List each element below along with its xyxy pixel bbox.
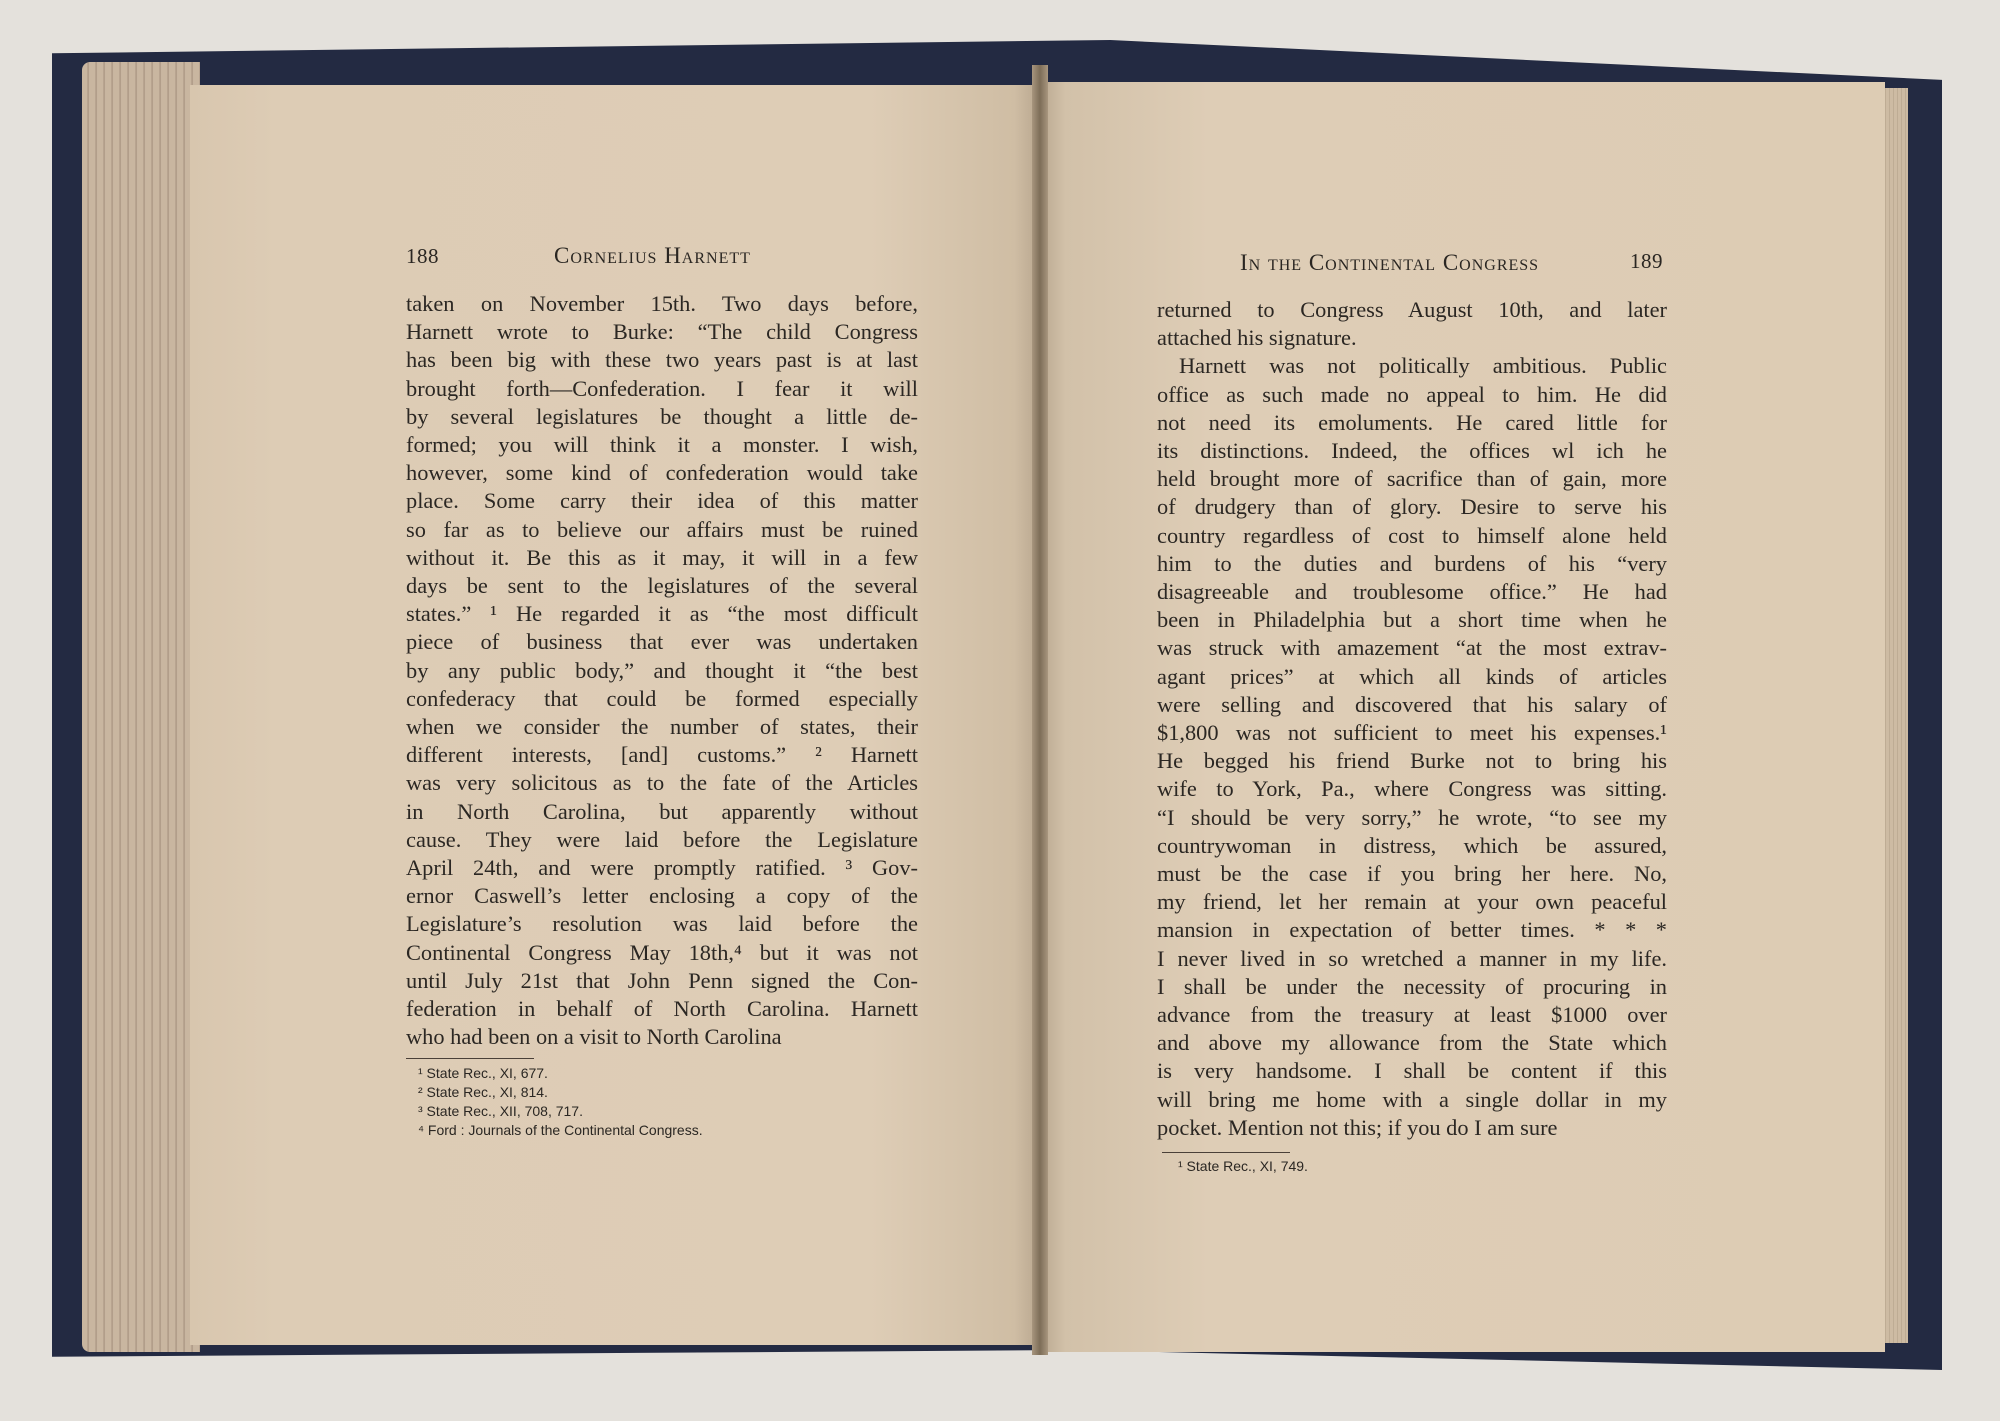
text-line: Continental Congress May 18th,⁴ but it was not bbox=[406, 939, 918, 965]
footnote: ¹ State Rec., XI, 677. bbox=[418, 1065, 548, 1081]
text-line: by several legislatures be thought a little de- bbox=[406, 403, 918, 429]
page-edges-left bbox=[82, 62, 200, 1352]
footnote: ⁴ Ford : Journals of the Continental Congress. bbox=[418, 1122, 703, 1138]
text-line: by any public body,” and thought it “the best bbox=[406, 657, 918, 683]
text-line: so far as to believe our affairs must be ruined bbox=[406, 516, 918, 542]
text-line: has been big with these two years past is at last bbox=[406, 347, 918, 373]
text-line: pocket. Mention not this; if you do I am sure bbox=[1157, 1114, 1558, 1140]
right-footnotes bbox=[1178, 1157, 1308, 1176]
right-footnote-rule bbox=[1162, 1152, 1290, 1153]
text-line: federation in behalf of North Carolina. Harnett bbox=[406, 996, 918, 1022]
text-line: is very handsome. I shall be content if this bbox=[1157, 1058, 1667, 1084]
text-line: office as such made no appeal to him. He did bbox=[1157, 381, 1667, 407]
footnote: ² State Rec., XI, 814. bbox=[418, 1084, 548, 1100]
text-line: formed; you will think it a monster. I wish, bbox=[406, 432, 918, 458]
text-line: without it. Be this as it may, it will in a few bbox=[406, 544, 918, 570]
text-line: Harnett was not politically ambitious. Public bbox=[1179, 353, 1667, 379]
text-line: him to the duties and burdens of his “very bbox=[1157, 550, 1667, 576]
text-line: $1,800 was not sufficient to meet his expenses.¹ bbox=[1157, 720, 1667, 746]
text-line: and above my allowance from the State which bbox=[1157, 1030, 1667, 1056]
text-line: I shall be under the necessity of procuring in bbox=[1157, 973, 1667, 999]
text-line: will bring me home with a single dollar in my bbox=[1157, 1086, 1667, 1112]
text-line: piece of business that ever was undertaken bbox=[406, 629, 918, 655]
left-page-number: 188 bbox=[406, 244, 439, 268]
left-footnote-rule bbox=[406, 1058, 534, 1059]
text-line: cause. They were laid before the Legislature bbox=[406, 826, 918, 852]
text-line: not need its emoluments. He cared little for bbox=[1157, 409, 1667, 435]
footnote: ¹ State Rec., XI, 749. bbox=[1178, 1158, 1308, 1174]
text-line: days be sent to the legislatures of the several bbox=[406, 573, 918, 599]
text-line: mansion in expectation of better times. * * * bbox=[1157, 917, 1667, 943]
text-line: disagreeable and troublesome office.” He had bbox=[1157, 579, 1667, 605]
text-line: held brought more of sacrifice than of gain, more bbox=[1157, 466, 1667, 492]
text-line: “I should be very sorry,” he wrote, “to see my bbox=[1157, 804, 1667, 830]
text-line: agant prices” at which all kinds of articles bbox=[1157, 663, 1667, 689]
left-body-text bbox=[406, 290, 918, 1051]
text-line: Harnett wrote to Burke: “The child Congress bbox=[406, 319, 918, 345]
text-line: however, some kind of confederation would take bbox=[406, 460, 918, 486]
text-line: who had been on a visit to North Carolina bbox=[406, 1024, 782, 1050]
text-line: my friend, let her remain at your own peaceful bbox=[1157, 889, 1667, 915]
text-line: must be the case if you bring her here. No, bbox=[1157, 861, 1667, 887]
text-line: country regardless of cost to himself alone held bbox=[1157, 522, 1667, 548]
text-line: Legislature’s resolution was laid before the bbox=[406, 911, 918, 937]
text-line: taken on November 15th. Two days before, bbox=[406, 291, 918, 316]
text-line: been in Philadelphia but a short time when he bbox=[1157, 607, 1667, 633]
text-line: until July 21st that John Penn signed the Con- bbox=[406, 967, 918, 993]
text-line: was very solicitous as to the fate of the Articles bbox=[406, 770, 918, 796]
text-line: in North Carolina, but apparently without bbox=[406, 798, 918, 824]
footnote: ³ State Rec., XII, 708, 717. bbox=[418, 1103, 583, 1119]
book-gutter bbox=[1032, 65, 1048, 1355]
right-body-text bbox=[1157, 296, 1667, 1142]
text-line: returned to Congress August 10th, and later bbox=[1157, 297, 1667, 322]
text-line: advance from the treasury at least $1000 over bbox=[1157, 1002, 1667, 1028]
text-line: I never lived in so wretched a manner in my life. bbox=[1157, 945, 1667, 971]
text-line: He begged his friend Burke not to bring his bbox=[1157, 748, 1667, 774]
right-page-number: 189 bbox=[1630, 249, 1663, 273]
left-running-head: Cornelius Harnett bbox=[554, 243, 751, 268]
text-line: countrywoman in distress, which be assured, bbox=[1157, 832, 1667, 858]
text-line: brought forth—Confederation. I fear it will bbox=[406, 375, 918, 401]
text-line: of drudgery than of glory. Desire to serve his bbox=[1157, 494, 1667, 520]
text-line: its distinctions. Indeed, the offices wl ich he bbox=[1157, 438, 1667, 464]
text-line: was struck with amazement “at the most extrav- bbox=[1157, 635, 1667, 661]
text-line: confederacy that could be formed especially bbox=[406, 685, 918, 711]
left-footnotes bbox=[418, 1064, 703, 1140]
text-line: states.” ¹ He regarded it as “the most difficult bbox=[406, 601, 918, 627]
text-line: attached his signature. bbox=[1157, 325, 1357, 351]
text-line: place. Some carry their idea of this matter bbox=[406, 488, 918, 514]
right-running-head: In the Continental Congress bbox=[1240, 250, 1540, 275]
text-line: April 24th, and were promptly ratified. ³ Gov- bbox=[406, 855, 918, 881]
text-line: different interests, [and] customs.” ² Harnett bbox=[406, 742, 918, 768]
text-line: were selling and discovered that his salary of bbox=[1157, 691, 1667, 717]
text-line: ernor Caswell’s letter enclosing a copy of the bbox=[406, 883, 918, 909]
text-line: wife to York, Pa., where Congress was sitting. bbox=[1157, 776, 1667, 802]
text-line: when we consider the number of states, their bbox=[406, 714, 918, 740]
